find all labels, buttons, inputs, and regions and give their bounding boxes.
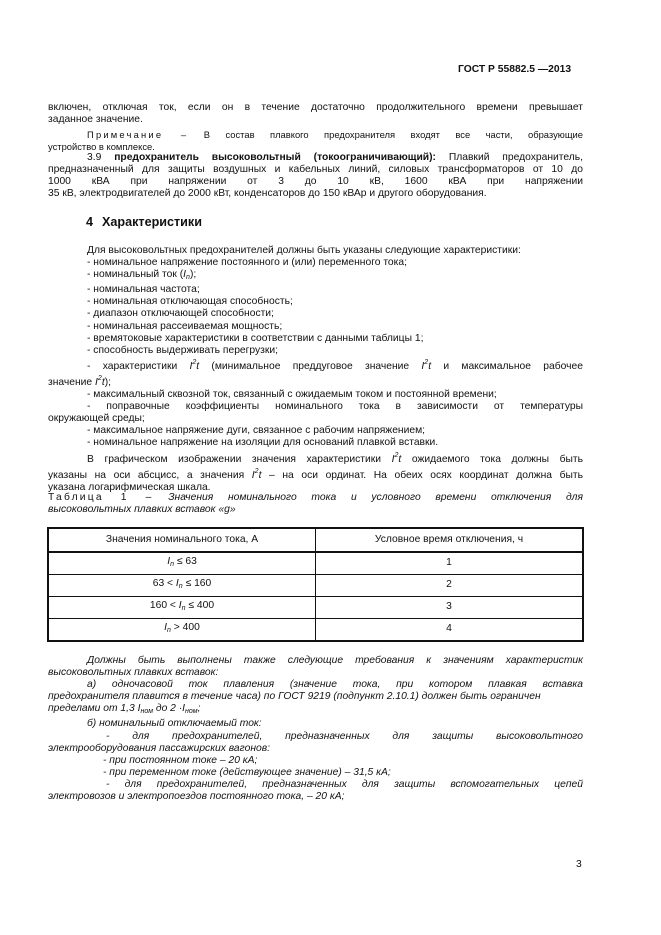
req-b2-line-2: электровозов и электропоездов постоянного тока, – 20 кА; (48, 791, 345, 803)
characteristics-list (48, 245, 583, 494)
table-row (48, 575, 583, 597)
char-item-text: и максимальное рабочее (443, 360, 583, 372)
req-text: до 2 ·I (153, 703, 186, 715)
i2t-formula: $I^2t$ (421, 358, 432, 372)
requirements-block (48, 655, 583, 803)
note-line-2: устройство в комплексе. (48, 140, 155, 152)
subscript-nom: ном (140, 708, 154, 716)
char-item: - номинальное напряжение постоянного и (или) переменного тока; (87, 257, 407, 269)
cell-text: 63 < (152, 577, 176, 589)
req-line-1: Должны быть выполнены также следующие требования к значениям характеристик (87, 655, 583, 666)
char-item-text: ); (104, 376, 111, 388)
char-item-text: (минимальное преддуговое значение (211, 360, 410, 372)
req-b1-dc: - при постоянном токе – 20 кА; (103, 754, 258, 766)
cell-text: ≤ 63 (173, 555, 197, 567)
i2t-formula: $I^2t$ (391, 451, 402, 465)
cell-text: ≤ 160 (182, 577, 212, 589)
symbol-subscript: n (181, 604, 186, 612)
req-line-2: высоковольтных плавких вставок: (48, 667, 219, 679)
req-b1-ac: - при переменном токе (действующее значение) – 31,5 кА; (103, 766, 391, 778)
symbol-subscript: n (170, 560, 174, 568)
symbol-subscript: n (178, 582, 183, 590)
char-item: - максимальный сквозной ток, связанный с ожидаемым током и постоянной времени; (87, 389, 497, 401)
table-caption-line-1 (48, 492, 583, 504)
req-b2-line-1: - для предохранителей, предназначенных для защиты вспомогательных цепей (106, 778, 583, 790)
char-item: - поправочные коэффициенты номинального тока в зависимости от температуры (87, 401, 583, 413)
char-item: - времятоковые характеристики в соответствии с данными таблицы 1; (87, 332, 424, 344)
table-caption-text: Значения номинального тока и условного времени отключения для (168, 492, 583, 503)
char-item: - номинальное напряжение на изоляции для оснований плавкой вставки. (87, 437, 439, 449)
def-line-2: предназначенный для защиты воздушных и кабельных линий, силовых трансформаторов от 10 до (48, 164, 583, 176)
symbol-i: I (178, 599, 182, 611)
def-line-1-rest: Плавкий предохранитель, (448, 152, 583, 163)
table-row (48, 597, 583, 619)
time-cell: 2 (316, 575, 584, 597)
section-heading (86, 216, 202, 228)
char-item-text: - номинальный ток ( (87, 269, 184, 281)
current-cell (48, 597, 316, 619)
cell-text: ≤ 400 (185, 599, 215, 611)
req-a-line-3 (48, 703, 583, 718)
definition-3-9 (48, 152, 583, 200)
note-text-1: В состав плавкого предохранителя входят все части, образующие (203, 129, 583, 140)
def-line-3: 1000 кВА при напряжении от 3 до 10 кВ, 1600 кВА при напряжении (48, 176, 583, 188)
table-caption (48, 492, 583, 516)
symbol-subscript: n (167, 626, 171, 634)
char-item-text: - характеристики (87, 360, 178, 372)
intro-line-1: включен, отключая ток, если он в течение достаточно продолжительного времени превышает (48, 102, 583, 113)
cell-text: > 400 (170, 621, 200, 633)
table-header-row (48, 528, 583, 552)
note-line-1 (48, 129, 583, 141)
graph-text: указаны на оси абсцисс, а значения (48, 469, 245, 481)
time-cell: 4 (316, 619, 584, 642)
intro-paragraph (48, 102, 583, 126)
req-b1-line-1: - для предохранителей, предназначенных для защиты высоковольтного (106, 730, 583, 742)
time-cell: 1 (316, 552, 584, 575)
req-a-line-2: предохранителя плавится в течение часа) по ГОСТ 9219 (подпункт 2.10.1) должен быть ограничен (48, 691, 541, 703)
char-item: - номинальная отключающая способность; (87, 296, 293, 308)
graph-line-2 (48, 466, 583, 482)
char-item-i2t (48, 357, 583, 373)
symbol-i: I (183, 269, 187, 281)
data-table (47, 527, 584, 642)
char-item: - диапазон отключающей способности; (87, 308, 274, 320)
graph-line-1 (48, 450, 583, 466)
char-item-text: значение (48, 376, 93, 388)
def-term: предохранитель высоковольтный (токоограничивающий): (114, 152, 436, 163)
def-number: 3.9 (87, 152, 102, 163)
symbol-i: I (175, 577, 179, 589)
i2t-formula: $I^2t$ (95, 374, 105, 388)
note-label: Примечание – (87, 129, 189, 140)
cell-text: 160 < (149, 599, 179, 611)
char-item: - максимальное напряжение дуги, связанное с рабочим напряжением; (87, 425, 426, 437)
column-header: Значения номинального тока, А (48, 528, 316, 552)
table-caption-line-2: высоковольтных плавких вставок «g» (48, 504, 236, 516)
column-header: Условное время отключения, ч (316, 528, 584, 552)
graph-text: В графическом изображении значения характеристики (87, 453, 382, 465)
char-item-i2t-cont (48, 373, 583, 389)
char-item (48, 269, 583, 284)
char-item: - способность выдерживать перегрузки; (87, 344, 279, 356)
graph-text: ожидаемого тока должны быть (411, 453, 583, 465)
symbol-subscript: n (186, 274, 190, 282)
chars-lead: Для высоковольтных предохранителей должны быть указаны следующие характеристики: (87, 245, 521, 256)
symbol-i: I (167, 555, 171, 567)
graph-text: – на оси ординат. На обеих осях координат должна быть (269, 469, 583, 481)
page-number: 3 (576, 859, 582, 870)
char-item: - номинальная рассеиваемая мощность; (87, 320, 283, 332)
char-item: - номинальная частота; (87, 284, 200, 296)
note-block (48, 129, 583, 152)
i2t-formula: $I^2t$ (251, 467, 262, 481)
table-row (48, 552, 583, 575)
i2t-formula: $I^2t$ (189, 358, 200, 372)
req-text: пределами от 1,3 I (48, 703, 141, 715)
def-line-4: 35 кВ, электродвигателей до 2000 кВт, конденсаторов до 150 кВАр и другого оборудования. (48, 188, 487, 200)
document-header: ГОСТ Р 55882.5 —2013 (458, 64, 572, 75)
intro-line-2: заданное значение. (48, 114, 143, 126)
graph-line-3: указана логарифмическая шкала. (48, 481, 211, 493)
current-cell (48, 619, 316, 642)
current-cell (48, 575, 316, 597)
time-cell: 3 (316, 597, 584, 619)
symbol-i: I (164, 621, 168, 633)
req-b1-line-2: электрооборудования пассажирских вагонов: (48, 742, 270, 754)
section-title: Характеристики (102, 215, 202, 229)
table-label: Таблица 1 – (48, 492, 154, 503)
def-line-1 (48, 152, 583, 164)
req-text: ; (197, 703, 201, 715)
req-a-line-1: а) одночасовой ток плавления (значение тока, при котором плавкая вставка (87, 679, 583, 691)
table-row (48, 619, 583, 642)
char-item-cont: окружающей среды; (48, 413, 145, 425)
char-item-text: ); (189, 269, 197, 281)
req-b-line-1: б) номинальный отключаемый ток: (87, 718, 262, 730)
current-cell (48, 552, 316, 575)
section-number: 4 (86, 215, 94, 229)
subscript-nom: ном (185, 708, 198, 716)
